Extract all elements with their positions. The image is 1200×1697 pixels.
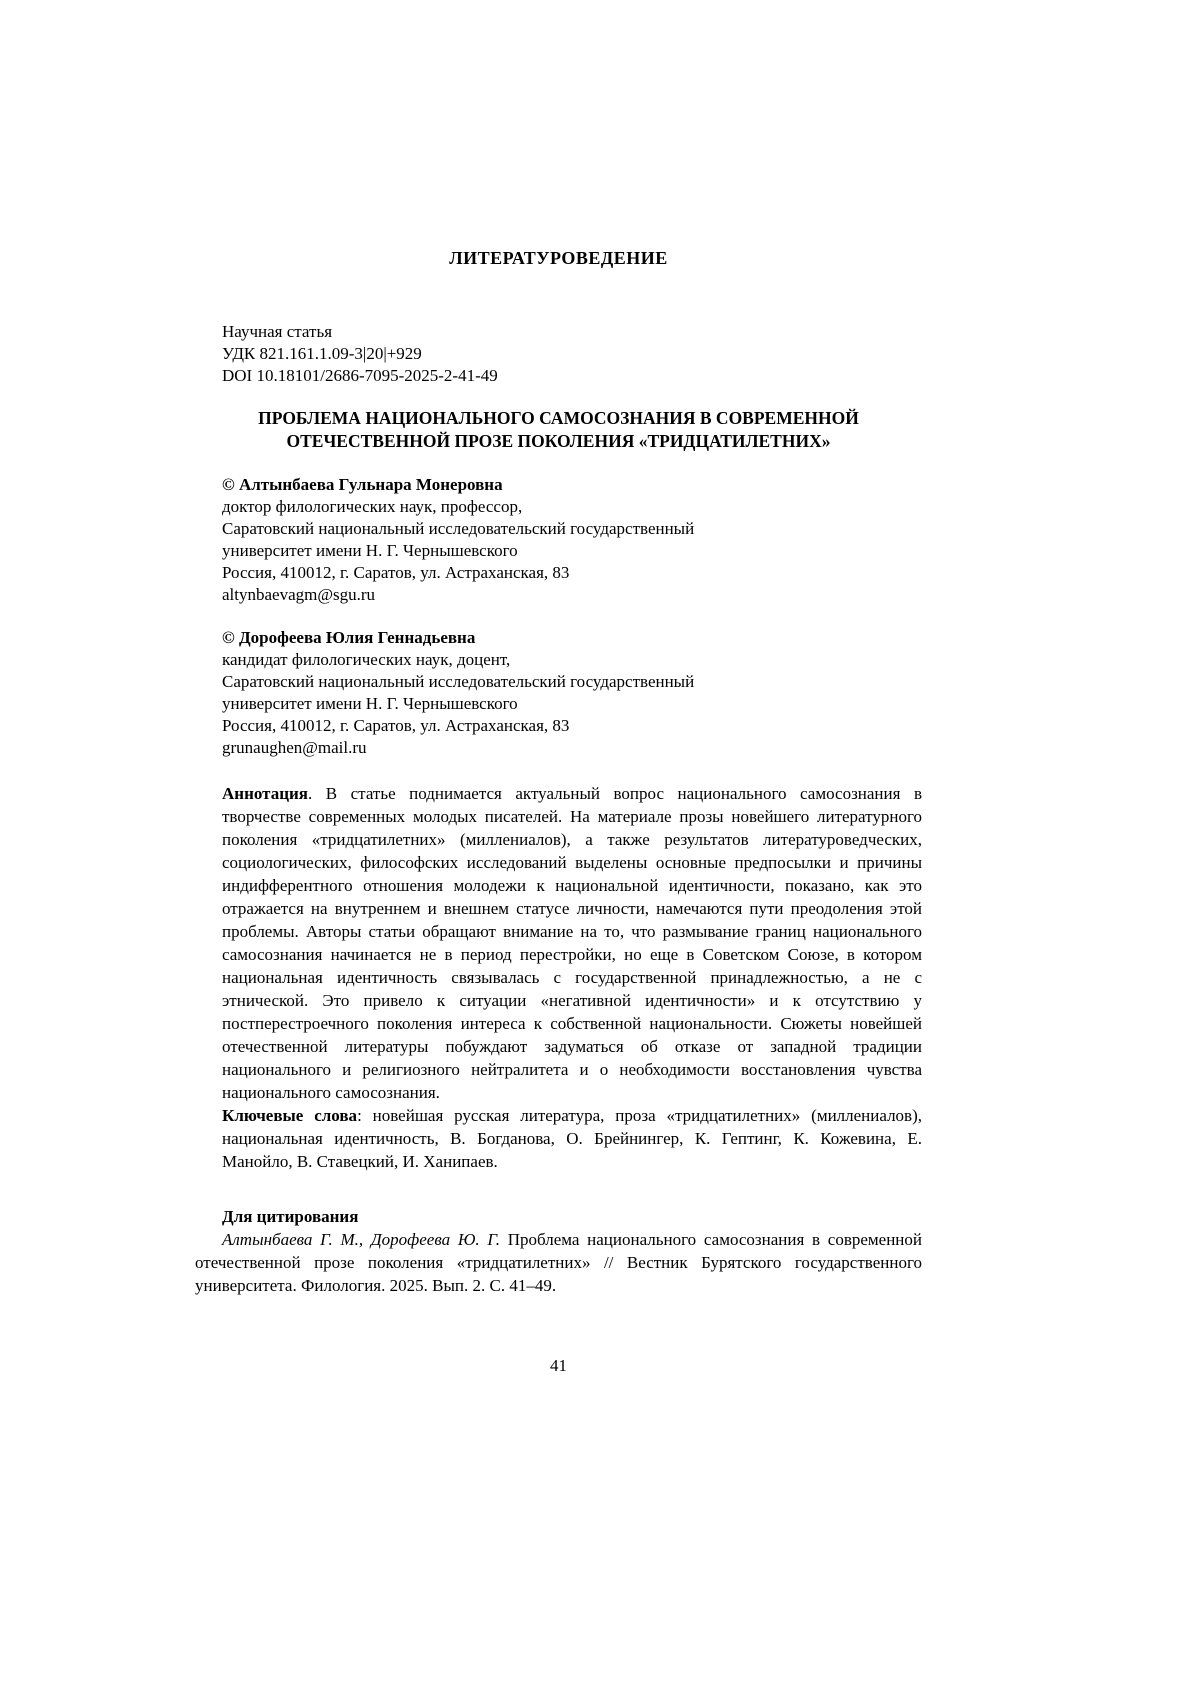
keywords-paragraph bbox=[222, 1104, 922, 1173]
author-degree: доктор филологических наук, профессор, bbox=[222, 497, 523, 516]
citation-label: Для цитирования bbox=[222, 1207, 359, 1226]
citation-paragraph bbox=[195, 1228, 922, 1297]
abstract-text: . В статье поднимается актуальный вопрос национального самосознания в творчестве современных молодых писателей. На материале прозы новейшего литературного поколения «тридцатилетних» (миллениалов), а также результатов литературоведческих, социологических, философских исследований выделены основные предпосылки и причины индифферентного отношения молодежи к национальной идентичности, показано, как это отражается на внутреннем и внешнем статусе личности, намечаются пути преодоления этой проблемы. Авторы статьи обращают внимание на то, что размывание границ национального самосознания начинается не в период перестройки, но еще в Советском Союзе, в котором национальная идентичность связывалась с государственной принадлежностью, а не с этнической. Это привело к ситуации «негативной идентичности» и к отсутствию у постперестроечного поколения интереса к собственной национальности. Сюжеты новейшей отечественной литературы побуждают задуматься об отказе от западной традиции национального и религиозного нейтралитета и о необходимости восстановления чувства национального самосознания. bbox=[222, 784, 922, 1102]
abstract-label: Аннотация bbox=[222, 784, 308, 803]
abstract-paragraph bbox=[222, 782, 922, 1104]
author-block-1 bbox=[222, 474, 922, 606]
author-affiliation-line: университет имени Н. Г. Чернышевского bbox=[222, 694, 518, 713]
author-name: © Алтынбаева Гульнара Монеровна bbox=[222, 475, 503, 494]
citation-text: Проблема национального самосознания в современной отечественной прозе поколения «тридцатилетних» // Вестник Бурятского государственного университета. Филология. 2025. Вып. 2. С. 41–49. bbox=[195, 1230, 922, 1295]
page-number: 41 bbox=[550, 1356, 567, 1375]
doi-code: DOI 10.18101/2686-7095-2025-2-41-49 bbox=[222, 366, 498, 385]
author-name: © Дорофеева Юлия Геннадьевна bbox=[222, 628, 476, 647]
author-address: Россия, 410012, г. Саратов, ул. Астраханская, 83 bbox=[222, 716, 570, 735]
author-affiliation-line: Саратовский национальный исследовательский государственный bbox=[222, 519, 695, 538]
author-address: Россия, 410012, г. Саратов, ул. Астраханская, 83 bbox=[222, 563, 570, 582]
citation-authors: Алтынбаева Г. М., Дорофеева Ю. Г. bbox=[222, 1230, 500, 1249]
author-degree: кандидат филологических наук, доцент, bbox=[222, 650, 511, 669]
section-header: ЛИТЕРАТУРОВЕДЕНИЕ bbox=[449, 248, 668, 268]
udk-code: УДК 821.161.1.09-3|20|+929 bbox=[222, 344, 422, 363]
keywords-text: : новейшая русская литература, проза «тридцатилетних» (миллениалов), национальная идентичность, В. Богданова, О. Брейнингер, К. Гептинг, К. Кожевина, Е. Манойло, В. Ставецкий, И. Ханипаев. bbox=[222, 1106, 922, 1171]
page-content bbox=[195, 248, 922, 1297]
author-affiliation-line: Саратовский национальный исследовательский государственный bbox=[222, 672, 695, 691]
article-type: Научная статья bbox=[222, 322, 333, 341]
author-email: grunaughen@mail.ru bbox=[222, 738, 367, 757]
author-block-2 bbox=[222, 627, 922, 759]
article-meta bbox=[222, 321, 922, 387]
author-email: altynbaevagm@sgu.ru bbox=[222, 585, 376, 604]
author-affiliation-line: университет имени Н. Г. Чернышевского bbox=[222, 541, 518, 560]
keywords-label: Ключевые слова bbox=[222, 1106, 358, 1125]
article-title: ПРОБЛЕМА НАЦИОНАЛЬНОГО САМОСОЗНАНИЯ В СОВРЕМЕННОЙ ОТЕЧЕСТВЕННОЙ ПРОЗЕ ПОКОЛЕНИЯ «ТРИДЦАТИЛЕТНИХ» bbox=[258, 408, 859, 451]
